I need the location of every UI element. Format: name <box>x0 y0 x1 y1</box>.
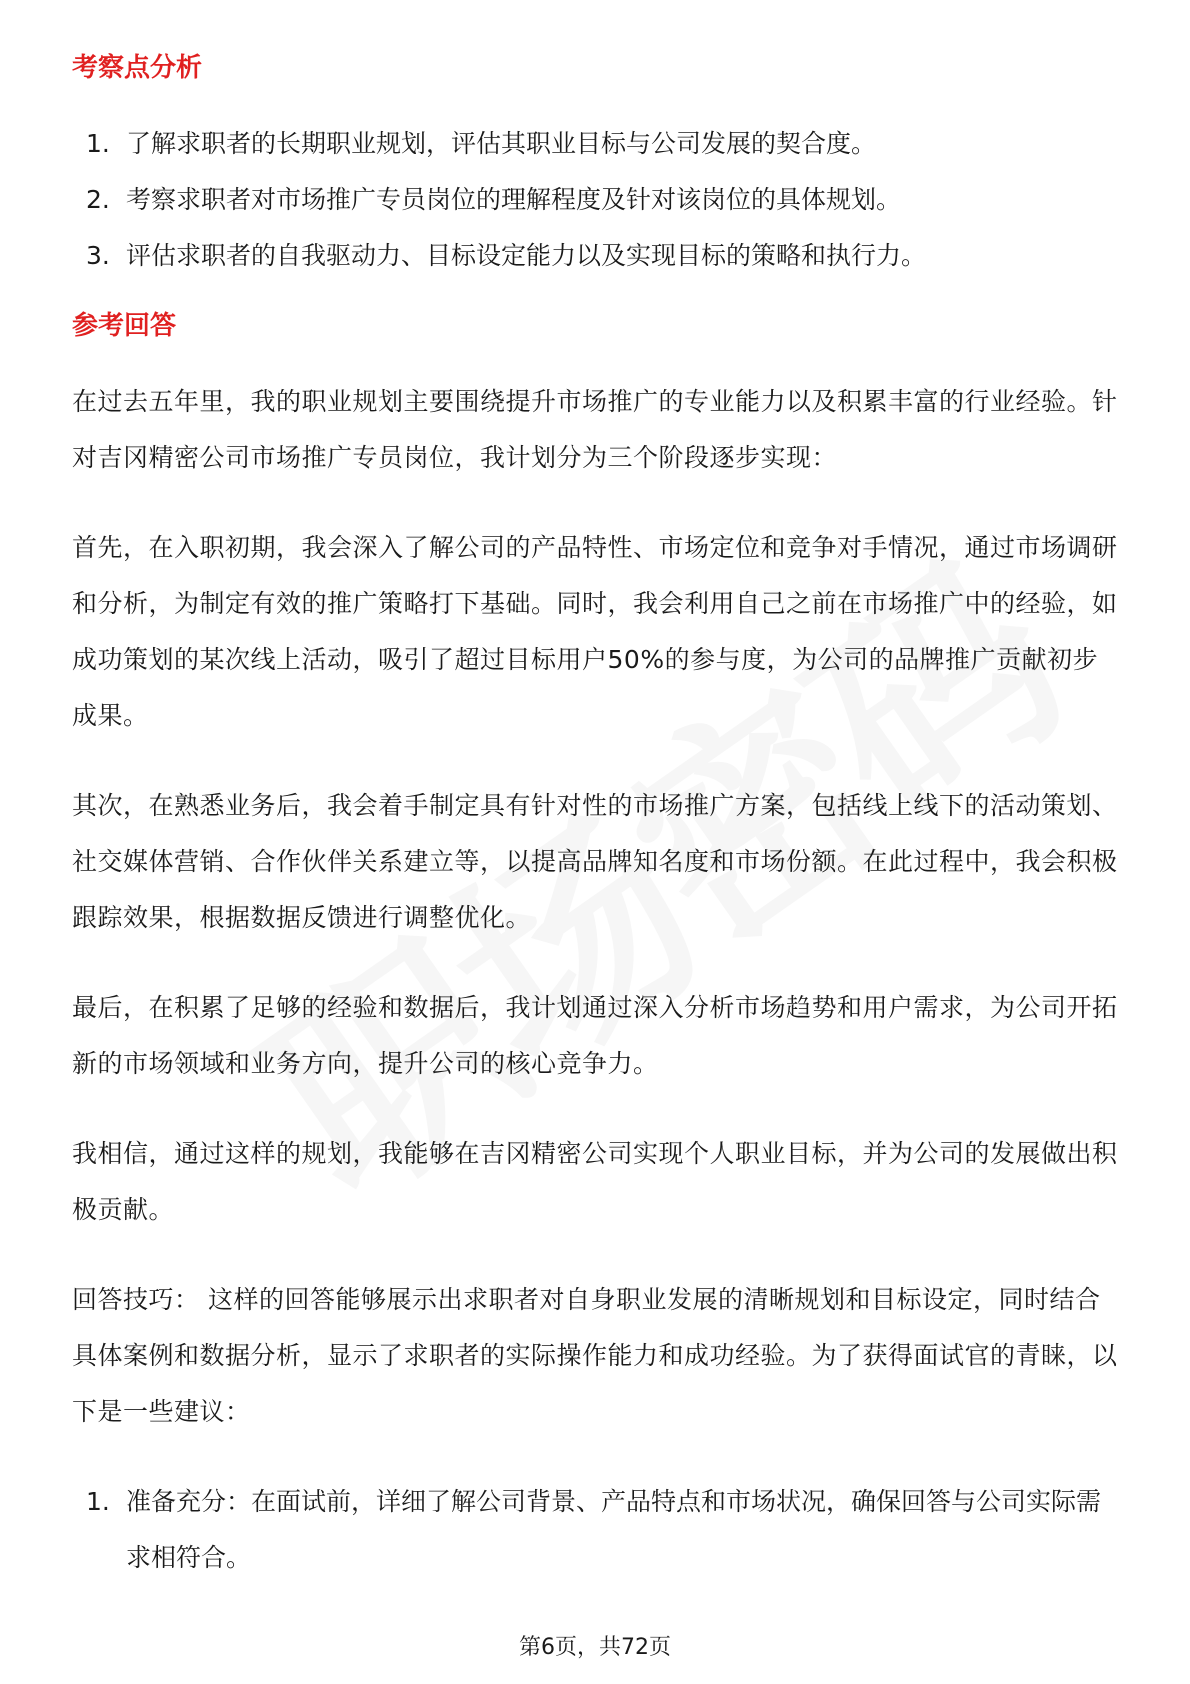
list-item-text: 考察求职者对市场推广专员岗位的理解程度及针对该岗位的具体规划。 <box>126 185 902 214</box>
list-item <box>72 228 1118 284</box>
answer-paragraph: 在过去五年里，我的职业规划主要围绕提升市场推广的专业能力以及积累丰富的行业经验。针对吉冈精密公司市场推广专员岗位，我计划分为三个阶段逐步实现： <box>72 387 1118 472</box>
list-item-text: 评估求职者的自我驱动力、目标设定能力以及实现目标的策略和执行力。 <box>126 241 927 270</box>
answer-paragraph: 最后，在积累了足够的经验和数据后，我计划通过深入分析市场趋势和用户需求，为公司开拓新的市场领域和业务方向，提升公司的核心竞争力。 <box>72 993 1118 1078</box>
tips-list <box>72 1474 1118 1586</box>
list-item-text: 了解求职者的长期职业规划，评估其职业目标与公司发展的契合度。 <box>126 129 877 158</box>
answer-paragraph: 首先，在入职初期，我会深入了解公司的产品特性、市场定位和竞争对手情况，通过市场调研和分析，为制定有效的推广策略打下基础。同时，我会利用自己之前在市场推广中的经验，如成功策划的某次线上活动，吸引了超过目标用户50%的参与度，为公司的品牌推广贡献初步成果。 <box>72 533 1118 730</box>
answer-paragraph: 其次，在熟悉业务后，我会着手制定具有针对性的市场推广方案，包括线上线下的活动策划、社交媒体营销、合作伙伴关系建立等，以提高品牌知名度和市场份额。在此过程中，我会积极跟踪效果，根据数据反馈进行调整优化。 <box>72 791 1118 932</box>
list-item <box>72 172 1118 228</box>
list-item-number: 1. <box>86 129 110 158</box>
list-item <box>72 1474 1118 1586</box>
answer-paragraph: 我相信，通过这样的规划，我能够在吉冈精密公司实现个人职业目标，并为公司的发展做出积极贡献。 <box>72 1139 1118 1224</box>
list-item-number: 1. <box>86 1487 110 1516</box>
list-item <box>72 116 1118 172</box>
analysis-list <box>72 116 1118 284</box>
answer-tips-paragraph: 回答技巧： 这样的回答能够展示出求职者对自身职业发展的清晰规划和目标设定，同时结合具体案例和数据分析，显示了求职者的实际操作能力和成功经验。为了获得面试官的青睐，以下是一些建议： <box>72 1285 1118 1426</box>
list-item-number: 3. <box>86 241 110 270</box>
analysis-heading: 考察点分析 <box>72 53 203 83</box>
list-item-text: 准备充分：在面试前，详细了解公司背景、产品特点和市场状况，确保回答与公司实际需求相符合。 <box>126 1487 1102 1572</box>
answer-heading: 参考回答 <box>72 311 177 341</box>
page-number: 第6页，共72页 <box>519 1635 671 1660</box>
page-content <box>72 50 1118 1586</box>
list-item-number: 2. <box>86 185 110 214</box>
